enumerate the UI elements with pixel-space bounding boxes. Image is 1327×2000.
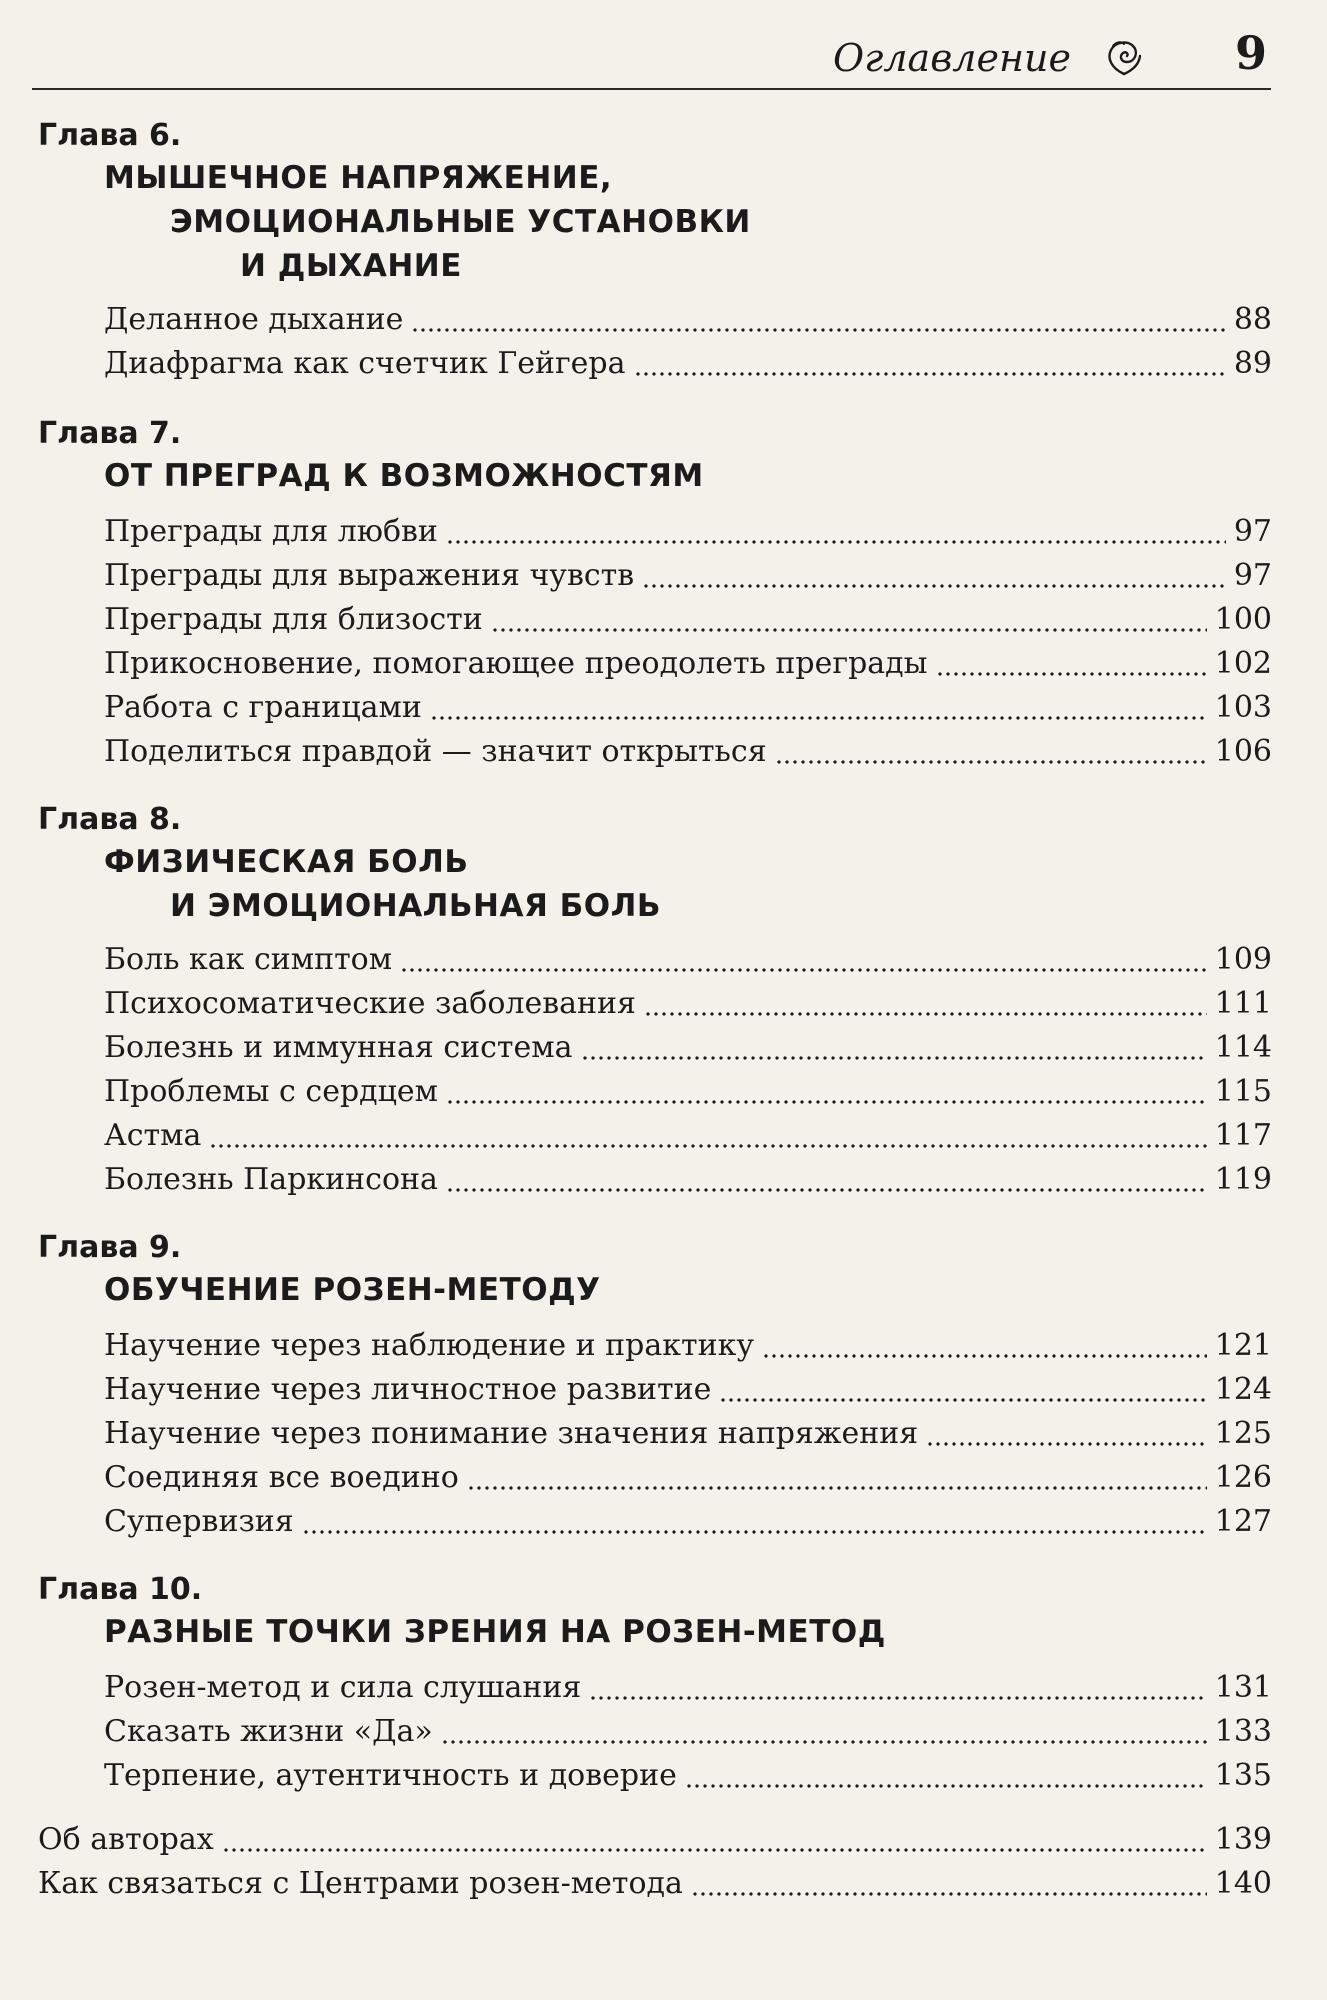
chapter-title-line: ОТ ПРЕГРАД К ВОЗМОЖНОСТЯМ <box>104 458 704 494</box>
chapter-label: Глава 7. <box>38 416 182 451</box>
toc-entry-page: 135 <box>1214 1758 1272 1793</box>
toc-entry-page: 102 <box>1214 646 1272 681</box>
toc-entry[interactable] <box>38 1866 1272 1906</box>
dot-leader <box>926 1441 1207 1447</box>
chapter-title-line: И ЭМОЦИОНАЛЬНАЯ БОЛЬ <box>170 888 662 924</box>
chapter-label: Глава 9. <box>38 1230 182 1265</box>
toc-entry[interactable] <box>104 514 1272 554</box>
toc-entry-title: Сказать жизни «Да» <box>104 1714 433 1749</box>
dot-leader <box>222 1847 1207 1853</box>
chapter-label: Глава 8. <box>38 802 182 837</box>
toc-entry-title: Болезнь и иммунная система <box>104 1030 573 1065</box>
toc-entry-page: 111 <box>1214 986 1272 1021</box>
toc-entry-page: 89 <box>1233 346 1272 381</box>
dot-leader <box>936 671 1207 677</box>
toc-entry-title: Розен-метод и сила слушания <box>104 1670 582 1705</box>
page-number: 9 <box>1234 26 1267 80</box>
dot-leader <box>634 371 1226 377</box>
toc-entry[interactable] <box>104 1030 1272 1070</box>
dot-leader <box>691 1891 1207 1897</box>
toc-entry-title: Проблемы с сердцем <box>104 1074 438 1109</box>
dot-leader <box>302 1529 1207 1535</box>
toc-entry-page: 133 <box>1214 1714 1272 1749</box>
toc-entry-title: Соединяя все воедино <box>104 1460 459 1495</box>
toc-entry-title: Научение через понимание значения напряжения <box>104 1416 919 1451</box>
spiral-ornament-icon <box>1103 36 1145 78</box>
toc-entry-title: Преграды для выражения чувств <box>104 558 635 593</box>
dot-leader <box>685 1783 1207 1789</box>
toc-entry-page: 97 <box>1233 558 1272 593</box>
toc-entry[interactable] <box>104 602 1272 642</box>
dot-leader <box>411 327 1225 333</box>
toc-entry-page: 97 <box>1233 514 1272 549</box>
toc-entry[interactable] <box>104 1162 1272 1202</box>
toc-entry-page: 115 <box>1214 1074 1272 1109</box>
toc-entry-title: Как связаться с Центрами розен-метода <box>38 1866 683 1901</box>
toc-entry-title: Супервизия <box>104 1504 294 1539</box>
toc-entry[interactable] <box>104 302 1272 342</box>
toc-entry[interactable] <box>104 690 1272 730</box>
toc-entry-title: Научение через наблюдение и практику <box>104 1328 754 1363</box>
toc-entry[interactable] <box>104 1504 1272 1544</box>
toc-entry[interactable] <box>104 646 1272 686</box>
dot-leader <box>467 1485 1207 1491</box>
toc-entry-title: Преграды для любви <box>104 514 438 549</box>
toc-entry[interactable] <box>104 1372 1272 1412</box>
toc-entry[interactable] <box>104 558 1272 598</box>
toc-entry-title: Прикосновение, помогающее преодолеть преграды <box>104 646 928 681</box>
chapter-title-line: И ДЫХАНИЕ <box>240 248 462 284</box>
toc-entry-page: 106 <box>1214 734 1272 769</box>
toc-entry-page: 131 <box>1214 1670 1272 1705</box>
toc-entry-page: 103 <box>1214 690 1272 725</box>
toc-entry[interactable] <box>104 942 1272 982</box>
toc-entry[interactable] <box>104 1416 1272 1456</box>
toc-entry-page: 88 <box>1233 302 1272 337</box>
toc-entry-title: Об авторах <box>38 1822 214 1857</box>
toc-entry-title: Поделиться правдой — значит открыться <box>104 734 767 769</box>
toc-entry-page: 114 <box>1214 1030 1272 1065</box>
toc-entry-title: Астма <box>104 1118 202 1153</box>
toc-entry-title: Работа с границами <box>104 690 422 725</box>
dot-leader <box>719 1397 1206 1403</box>
dot-leader <box>581 1055 1207 1061</box>
chapter-label: Глава 6. <box>38 118 182 153</box>
toc-entry-title: Научение через личностное развитие <box>104 1372 712 1407</box>
toc-entry-page: 124 <box>1214 1372 1272 1407</box>
dot-leader <box>491 627 1207 633</box>
toc-entry[interactable] <box>104 1118 1272 1158</box>
dot-leader <box>775 759 1207 765</box>
chapter-label: Глава 10. <box>38 1572 203 1607</box>
dot-leader <box>762 1353 1207 1359</box>
dot-leader <box>446 1187 1207 1193</box>
toc-entry-title: Диафрагма как счетчик Гейгера <box>104 346 626 381</box>
toc-entry-title: Деланное дыхание <box>104 302 404 337</box>
dot-leader <box>644 1011 1207 1017</box>
toc-entry-page: 100 <box>1214 602 1272 637</box>
toc-entry-page: 127 <box>1214 1504 1272 1539</box>
toc-entry-page: 117 <box>1214 1118 1272 1153</box>
dot-leader <box>209 1143 1206 1149</box>
toc-entry-page: 125 <box>1214 1416 1272 1451</box>
toc-entry[interactable] <box>104 1460 1272 1500</box>
dot-leader <box>400 967 1207 973</box>
toc-entry[interactable] <box>104 1758 1272 1798</box>
toc-entry-title: Преграды для близости <box>104 602 483 637</box>
toc-entry-page: 139 <box>1214 1822 1272 1857</box>
dot-leader <box>446 1099 1207 1105</box>
header-title: Оглавление <box>832 36 1071 80</box>
toc-entry-page: 119 <box>1214 1162 1272 1197</box>
chapter-title-line: ФИЗИЧЕСКАЯ БОЛЬ <box>104 844 469 880</box>
toc-entry[interactable] <box>104 1670 1272 1710</box>
chapter-title-line: ОБУЧЕНИЕ РОЗЕН-МЕТОДУ <box>104 1272 601 1308</box>
dot-leader <box>430 715 1207 721</box>
running-header <box>32 24 1271 90</box>
toc-entry[interactable] <box>104 1714 1272 1754</box>
toc-entry[interactable] <box>104 986 1272 1026</box>
toc-entry-title: Боль как симптом <box>104 942 393 977</box>
chapter-title-line: РАЗНЫЕ ТОЧКИ ЗРЕНИЯ НА РОЗЕН-МЕТОД <box>104 1614 886 1650</box>
toc-entry-page: 126 <box>1214 1460 1272 1495</box>
toc-entry-title: Психосоматические заболевания <box>104 986 636 1021</box>
toc-entry[interactable] <box>38 1822 1272 1862</box>
toc-entry[interactable] <box>104 1074 1272 1114</box>
chapter-title-line: ЭМОЦИОНАЛЬНЫЕ УСТАНОВКИ <box>170 204 751 240</box>
dot-leader <box>446 539 1226 545</box>
toc-entry[interactable] <box>104 734 1272 774</box>
toc-entry-page: 140 <box>1214 1866 1272 1901</box>
toc-entry-page: 109 <box>1214 942 1272 977</box>
dot-leader <box>589 1695 1206 1701</box>
toc-entry[interactable] <box>104 346 1272 386</box>
toc-entry-title: Терпение, аутентичность и доверие <box>104 1758 677 1793</box>
dot-leader <box>642 583 1226 589</box>
dot-leader <box>441 1739 1207 1745</box>
chapter-title-line: МЫШЕЧНОЕ НАПРЯЖЕНИЕ, <box>104 160 613 196</box>
toc-entry[interactable] <box>104 1328 1272 1368</box>
toc-entry-page: 121 <box>1214 1328 1272 1363</box>
toc-entry-title: Болезнь Паркинсона <box>104 1162 438 1197</box>
